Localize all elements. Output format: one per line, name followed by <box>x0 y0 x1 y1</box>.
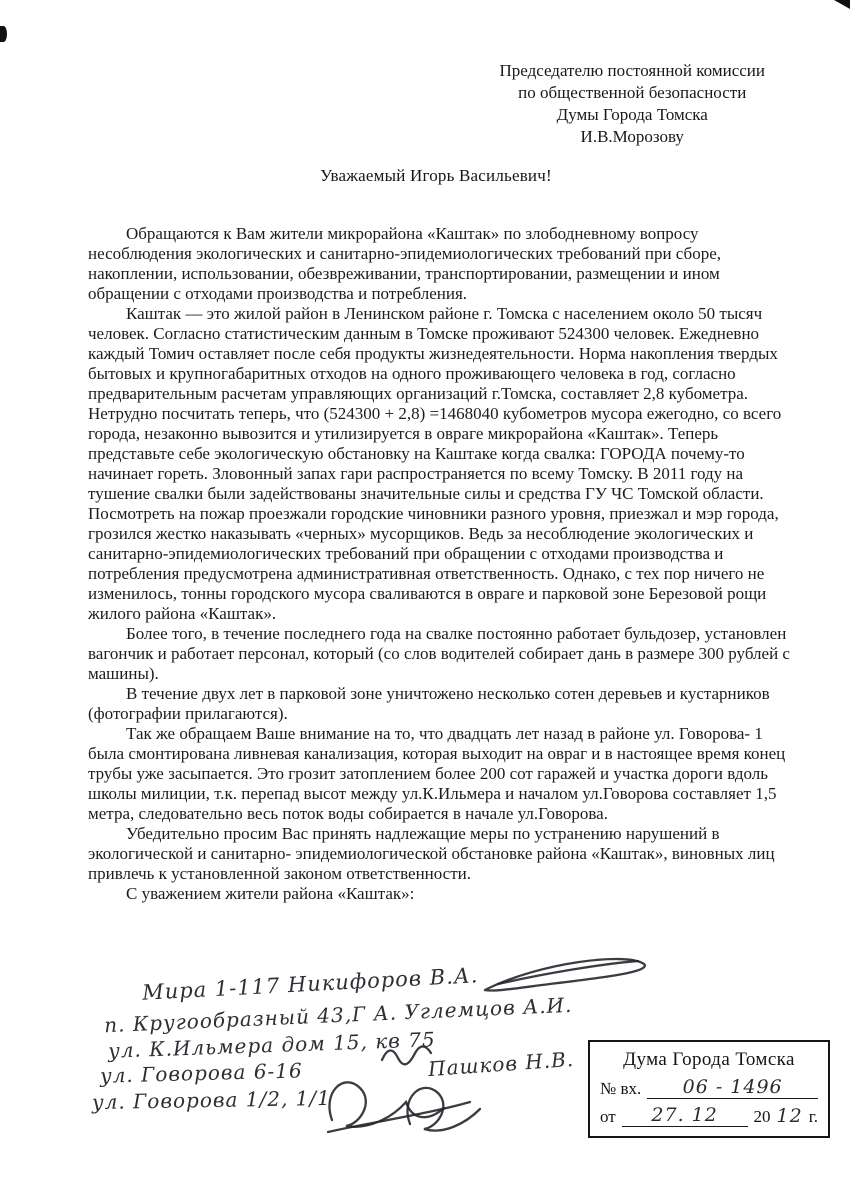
handwritten-address-signature: Мира 1-117 Никифоров В.А. <box>141 963 479 1005</box>
stamp-organization: Дума Города Томска <box>623 1049 795 1070</box>
handwritten-address-signature: ул. Говорова 1/2, 1/1 <box>91 1085 332 1115</box>
handwritten-address-signature: Пашков Н.В. <box>427 1046 575 1082</box>
body-paragraph: Более того, в течение последнего года на свалке постоянно работает бульдозер, установлен вагончик и работает персонал, который (со слов водителей собирает дань в размере 300 рублей с машины). <box>88 624 790 683</box>
recipient-line: И.В.Морозову <box>580 127 684 146</box>
scan-artifact <box>834 0 850 9</box>
stamp-incoming-number: 06 - 1496 <box>647 1076 818 1099</box>
recipient-line: Думы Города Томска <box>556 105 708 124</box>
stamp-date-label: от <box>600 1107 616 1126</box>
stamp-year-suffix: г. <box>808 1107 818 1126</box>
handwritten-address-signature: п. Кругообразный 43,Г А. Углемцов А.И. <box>103 992 573 1038</box>
stamp-incoming-label: № вх. <box>600 1079 642 1098</box>
registration-stamp <box>588 1040 830 1138</box>
stamp-date-value: 27. 12 <box>622 1104 748 1127</box>
signature-scribble <box>382 1046 431 1064</box>
recipient-line: Председателю постоянной комиссии <box>499 61 765 80</box>
salutation: Уважаемый Игорь Васильевич! <box>320 166 552 185</box>
stamp-year-value: 12 <box>776 1105 803 1127</box>
body-paragraph: Так же обращаем Ваше внимание на то, что двадцать лет назад в районе ул. Говорова- 1 была смонтирована ливневая канализация, которая выходит на овраг и в настоящее время конец трубы уже засыпается. Это грозит затоплением более 200 сот гаражей и участка дороги вдоль школы милиции, т.к. перепад высот между ул.К.Ильмера и началом ул.Говорова составляет 1,5 метра, следовательно весь поток воды собирается в начале ул.Говорова. <box>88 724 786 823</box>
letter-body <box>88 224 792 904</box>
body-paragraph: В течение двух лет в парковой зоне уничтожено несколько сотен деревьев и кустарников (фотографии прилагаются). <box>88 684 770 723</box>
body-paragraph: С уважением жители района «Каштак»: <box>126 884 415 903</box>
scan-artifact <box>0 26 7 42</box>
body-paragraph: Убедительно просим Вас принять надлежащие меры по устранению нарушений в экологической и санитарно- эпидемиологической обстановке района «Каштак», виновных лиц привлечь к установленной законом ответственности. <box>88 824 775 883</box>
handwritten-address-signature: ул. Говорова 6-16 <box>99 1058 303 1088</box>
handwritten-address-signature: ул. К.Ильмера дом 15, кв 75 <box>107 1027 436 1063</box>
stamp-year-prefix: 20 <box>753 1107 771 1126</box>
recipient-line: по общественной безопасности <box>518 83 747 102</box>
body-paragraph: Обращаются к Вам жители микрорайона «Каштак» по злободневному вопросу несоблюдения экологических и санитарно-эпидемиологических требований при сборе, накоплении, использовании, обезвреживании, транспортировании, размещении и ином обращении с отходами производства и потребления. <box>88 224 722 303</box>
recipient-block <box>499 60 765 148</box>
body-paragraph: Каштак — это жилой район в Ленинском районе г. Томска с населением около 50 тысяч человек. Согласно статистическим данным в Томске проживают 524300 человек. Ежедневно каждый Томич оставляет после себя продукты жизнедеятельности. Норма накопления твердых бытовых и крупногабаритных отходов на одного проживающего человека в год, согласно предварительным расчетам управляющих организаций г.Томска, составляет 2,8 кубометра. Нетрудно посчитать теперь, что (524300 + 2,8) =1468040 кубометров мусора ежегодно, со всего города, незаконно вывозится и утилизируется в овраге микрорайона «Каштак». Теперь представьте себе экологическую обстановку на Каштаке когда свалка: ГОРОДА почему-то начинает гореть. Зловонный запах гари распространяется по всему Томску. В 2011 году на тушение свалки были задействованы значительные силы и средства ГУ ЧС Томской области. Посмотреть на пожар проезжали городские чиновники разного уровня, приезжал и мэр города, грозился жестко наказывать «черных» мусорщиков. Ведь за несоблюдение экологических и санитарно-эпидемиологических требований при обращении с отходами производства и потребления предусмотрена административная ответственность. Однако, с тех пор ничего не изменилось, тонны городского мусора сваливаются в овраге и парковой зоне Березовой рощи жилого района «Каштак». <box>88 304 782 623</box>
